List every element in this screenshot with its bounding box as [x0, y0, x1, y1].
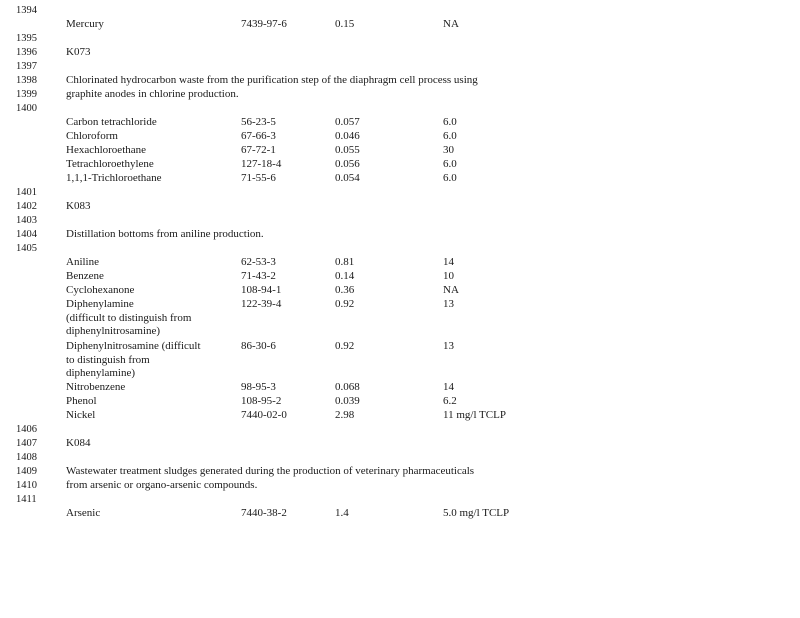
wastewater-concentration: 0.14 — [335, 270, 355, 282]
line-number: 1400 — [16, 103, 37, 114]
cas-number: 56-23-5 — [241, 116, 276, 128]
nonwastewater-standard: 10 — [443, 270, 454, 282]
line-number: 1398 — [16, 75, 37, 86]
line-number: 1401 — [16, 187, 37, 198]
nonwastewater-standard: 6.0 — [443, 130, 457, 142]
constituent-note: to distinguish from — [66, 354, 150, 366]
wastewater-concentration: 0.92 — [335, 340, 355, 352]
line-number: 1405 — [16, 243, 37, 254]
nonwastewater-standard: 14 — [443, 381, 454, 393]
nonwastewater-standard: 13 — [443, 340, 454, 352]
waste-code: K073 — [66, 46, 91, 58]
constituent-name: Mercury — [66, 18, 104, 30]
wastewater-concentration: 0.057 — [335, 116, 360, 128]
line-number: 1395 — [16, 33, 37, 44]
wastewater-concentration: 0.046 — [335, 130, 360, 142]
cas-number: 71-43-2 — [241, 270, 276, 282]
line-number: 1402 — [16, 201, 37, 212]
constituent-name: Nitrobenzene — [66, 381, 126, 393]
wastewater-concentration: 0.039 — [335, 395, 360, 407]
cas-number: 122-39-4 — [241, 298, 282, 310]
wastewater-concentration: 0.054 — [335, 172, 360, 184]
cas-number: 98-95-3 — [241, 381, 276, 393]
line-number: 1397 — [16, 61, 37, 72]
line-number: 1408 — [16, 452, 37, 463]
wastewater-concentration: 0.92 — [335, 298, 355, 310]
constituent-name: Chloroform — [66, 130, 118, 142]
nonwastewater-standard: 6.0 — [443, 116, 457, 128]
constituent-note: (difficult to distinguish from — [66, 312, 192, 324]
line-number: 1406 — [16, 424, 37, 435]
waste-description: Distillation bottoms from aniline production. — [66, 228, 264, 240]
line-number: 1407 — [16, 438, 37, 449]
cas-number: 7440-38-2 — [241, 507, 287, 519]
wastewater-concentration: 0.068 — [335, 381, 360, 393]
cas-number: 7440-02-0 — [241, 409, 287, 421]
cas-number: 127-18-4 — [241, 158, 282, 170]
constituent-name: Diphenylamine — [66, 298, 134, 310]
constituent-note: diphenylnitrosamine) — [66, 325, 161, 337]
constituent-name: Phenol — [66, 395, 97, 407]
constituent-name: Diphenylnitrosamine (difficult — [66, 340, 201, 352]
wastewater-concentration: 0.15 — [335, 18, 355, 30]
nonwastewater-standard: 30 — [443, 144, 454, 156]
constituent-name: Tetrachloroethylene — [66, 158, 154, 170]
waste-code: K084 — [66, 437, 91, 449]
line-number: 1403 — [16, 215, 37, 226]
nonwastewater-standard: 6.0 — [443, 172, 457, 184]
line-number: 1396 — [16, 47, 37, 58]
nonwastewater-standard: 6.0 — [443, 158, 457, 170]
waste-code: K083 — [66, 200, 91, 212]
wastewater-concentration: 0.055 — [335, 144, 360, 156]
nonwastewater-standard: 14 — [443, 256, 454, 268]
wastewater-concentration: 0.36 — [335, 284, 355, 296]
constituent-name: Hexachloroethane — [66, 144, 147, 156]
constituent-name: Aniline — [66, 256, 99, 268]
line-number: 1404 — [16, 229, 37, 240]
line-number: 1399 — [16, 89, 37, 100]
line-number: 1394 — [16, 5, 37, 16]
line-number: 1410 — [16, 480, 37, 491]
line-number: 1411 — [16, 494, 37, 505]
cas-number: 71-55-6 — [241, 172, 276, 184]
cas-number: 67-66-3 — [241, 130, 276, 142]
constituent-name: Arsenic — [66, 507, 101, 519]
nonwastewater-standard: 11 mg/l TCLP — [443, 409, 506, 421]
nonwastewater-standard: 13 — [443, 298, 454, 310]
constituent-name: Cyclohexanone — [66, 284, 135, 296]
constituent-name: 1,1,1-Trichloroethane — [66, 172, 162, 184]
cas-number: 7439-97-6 — [241, 18, 287, 30]
constituent-note: diphenylamine) — [66, 367, 136, 379]
cas-number: 108-94-1 — [241, 284, 282, 296]
constituent-name: Benzene — [66, 270, 104, 282]
nonwastewater-standard: NA — [443, 284, 459, 296]
nonwastewater-standard: 6.2 — [443, 395, 457, 407]
cas-number: 67-72-1 — [241, 144, 276, 156]
cas-number: 108-95-2 — [241, 395, 282, 407]
constituent-name: Nickel — [66, 409, 96, 421]
wastewater-concentration: 0.056 — [335, 158, 360, 170]
wastewater-concentration: 1.4 — [335, 507, 349, 519]
waste-description: graphite anodes in chlorine production. — [66, 88, 239, 100]
cas-number: 86-30-6 — [241, 340, 276, 352]
nonwastewater-standard: NA — [443, 18, 459, 30]
constituent-name: Carbon tetrachloride — [66, 116, 157, 128]
wastewater-concentration: 0.81 — [335, 256, 355, 268]
waste-description: from arsenic or organo-arsenic compounds. — [66, 479, 258, 491]
wastewater-concentration: 2.98 — [335, 409, 355, 421]
line-number: 1409 — [16, 466, 37, 477]
waste-description: Wastewater treatment sludges generated during the production of veterinary pharmaceuticals — [66, 465, 475, 477]
nonwastewater-standard: 5.0 mg/l TCLP — [443, 507, 510, 519]
waste-description: Chlorinated hydrocarbon waste from the purification step of the diaphragm cell process using — [66, 74, 478, 86]
cas-number: 62-53-3 — [241, 256, 276, 268]
